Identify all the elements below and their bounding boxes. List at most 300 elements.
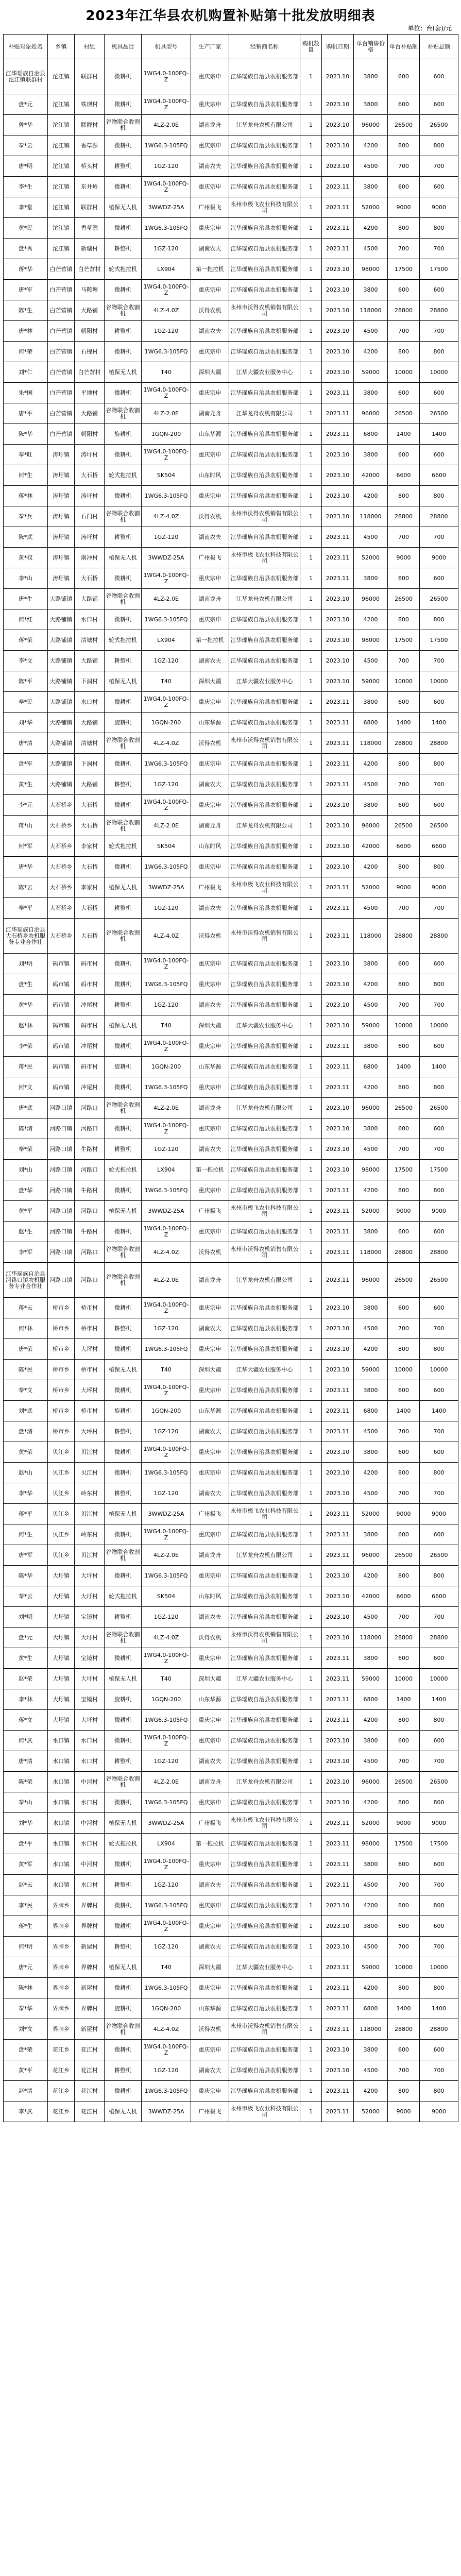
table-cell: 700: [420, 898, 458, 919]
table-cell: 3800: [354, 1731, 388, 1751]
table-cell: 2023.10: [322, 589, 354, 609]
table-cell: 永州市极飞农业科技有限公司: [229, 548, 300, 568]
table-cell: 1WG4.0-100FQ-Z: [142, 177, 191, 197]
table-cell: 1: [300, 1463, 322, 1483]
table-cell: 何*明: [4, 1937, 48, 1957]
table-cell: 1: [300, 671, 322, 692]
table-cell: 联群村: [75, 115, 105, 135]
table-cell: 600: [420, 177, 458, 197]
table-cell: 江华瑶族自治县农机服务部: [229, 321, 300, 342]
table-cell: 重庆宗申: [191, 1710, 229, 1731]
table-cell: 9000: [388, 1504, 420, 1524]
table-cell: 唐*武: [4, 1098, 48, 1118]
table-cell: 重庆宗申: [191, 1566, 229, 1586]
table-cell: 重庆宗申: [191, 1077, 229, 1098]
table-cell: 江华瑶族自治县农机服务部: [229, 1916, 300, 1937]
table-cell: 大圩镇: [48, 1710, 75, 1731]
table-cell: 江华瑶族自治县农机服务部: [229, 974, 300, 995]
table-cell: 1: [300, 795, 322, 816]
table-cell: 江华瑶族自治县农机服务部: [229, 774, 300, 795]
table-cell: 4500: [354, 527, 388, 548]
table-cell: 河路口: [75, 1118, 105, 1139]
table-row: [4, 1998, 458, 2019]
table-cell: 重庆宗申: [191, 2081, 229, 2102]
table-cell: 轮式拖拉机: [105, 836, 142, 857]
table-cell: 重庆宗申: [191, 857, 229, 877]
table-cell: 4200: [354, 135, 388, 156]
table-cell: 江华瑶族自治县农机服务部: [229, 795, 300, 816]
table-cell: 4200: [354, 218, 388, 239]
table-cell: 微耕机: [105, 280, 142, 300]
table-cell: 118000: [354, 2019, 388, 2040]
table-cell: 大路铺镇: [48, 609, 75, 630]
table-cell: 4LZ-2.0E: [142, 115, 191, 135]
table-cell: 2023.10: [322, 1731, 354, 1751]
table-cell: 9000: [388, 1813, 420, 1834]
table-cell: 4500: [354, 321, 388, 342]
table-cell: 江华瑶族自治县农机服务部: [229, 630, 300, 651]
table-cell: 800: [388, 1792, 420, 1813]
table-cell: 微耕机: [105, 568, 142, 589]
table-cell: 17500: [388, 1834, 420, 1854]
table-cell: 江华瑶族自治县农机服务部: [229, 1057, 300, 1077]
table-cell: 永州市沃得农机销售有限公司: [229, 733, 300, 754]
table-cell: 涛圩镇: [48, 548, 75, 568]
table-cell: 大圩村: [75, 1710, 105, 1731]
table-cell: 1WG6.3-105FQ: [142, 342, 191, 362]
table-cell: 微耕机: [105, 1298, 142, 1318]
table-cell: 4500: [354, 1751, 388, 1772]
table-row: [4, 506, 458, 527]
table-cell: 耕整机: [105, 1318, 142, 1339]
table-cell: 17500: [420, 1834, 458, 1854]
table-cell: 陈*华: [4, 1566, 48, 1586]
table-cell: 江华瑶族自治县农机服务部: [229, 1895, 300, 1916]
table-cell: 植保无人机: [105, 1957, 142, 1978]
table-cell: 江华瑶族自治县农机服务部: [229, 1298, 300, 1318]
table-cell: 沃得农机: [191, 2019, 229, 2040]
table-cell: 蒋*文: [4, 1710, 48, 1731]
table-cell: 江华瑶族自治县农机服务部: [229, 177, 300, 197]
table-cell: 界牌村: [75, 1998, 105, 2019]
table-row: [4, 403, 458, 424]
table-cell: 何*林: [4, 1318, 48, 1339]
table-cell: 1: [300, 1180, 322, 1201]
table-cell: 96000: [354, 589, 388, 609]
table-cell: 600: [388, 2040, 420, 2060]
table-cell: 1GZ-120: [142, 995, 191, 1015]
table-cell: 2023.11: [322, 239, 354, 259]
table-row: [4, 974, 458, 995]
table-cell: 贝江乡: [48, 1524, 75, 1545]
table-cell: 118000: [354, 300, 388, 321]
table-cell: 黄*权: [4, 548, 48, 568]
table-cell: 赵*云: [4, 1875, 48, 1895]
table-cell: 1: [300, 548, 322, 568]
table-cell: 陈*清: [4, 1118, 48, 1139]
table-cell: 黄*平: [4, 2060, 48, 2081]
table-cell: 江华龙舟农机有限公司: [229, 589, 300, 609]
table-cell: 800: [420, 1339, 458, 1360]
table-cell: 耕整机: [105, 1751, 142, 1772]
table-cell: 白芒营镇: [48, 342, 75, 362]
table-cell: SK504: [142, 1586, 191, 1607]
table-cell: 湖南农夫: [191, 1318, 229, 1339]
table-cell: 42000: [354, 1586, 388, 1607]
table-cell: 黄*民: [4, 218, 48, 239]
table-cell: 96000: [354, 115, 388, 135]
table-cell: 花江乡: [48, 2102, 75, 2122]
table-cell: 奉*旺: [4, 445, 48, 465]
table-cell: 1: [300, 1421, 322, 1442]
table-row: [4, 445, 458, 465]
table-cell: 湖南农夫: [191, 1875, 229, 1895]
table-cell: 1WG4.0-100FQ-Z: [142, 383, 191, 403]
table-cell: 1WG4.0-100FQ-Z: [142, 94, 191, 115]
table-row: [4, 59, 458, 94]
table-cell: 4LZ-2.0E: [142, 816, 191, 836]
table-cell: 大圩村: [75, 1669, 105, 1689]
table-cell: 水口镇: [48, 1834, 75, 1854]
table-cell: 600: [388, 383, 420, 403]
table-cell: 贝江乡: [48, 1463, 75, 1483]
table-cell: 大路铺镇: [48, 774, 75, 795]
table-cell: 河路口镇: [48, 1098, 75, 1118]
table-cell: 码市村: [75, 1057, 105, 1077]
table-cell: 1WG4.0-100FQ-Z: [142, 1036, 191, 1057]
table-cell: 1: [300, 1813, 322, 1834]
table-row: [4, 1937, 458, 1957]
table-cell: 1WG6.3-105FQ: [142, 486, 191, 506]
table-cell: 重庆宗申: [191, 280, 229, 300]
table-cell: 1WG6.3-105FQ: [142, 857, 191, 877]
table-cell: 蒋*华: [4, 259, 48, 280]
table-cell: 江华瑶族自治县农机服务部: [229, 651, 300, 671]
table-cell: 1WG4.0-100FQ-Z: [142, 1731, 191, 1751]
table-cell: 谷物联合收割机: [105, 1772, 142, 1792]
table-cell: 2023.10: [322, 836, 354, 857]
table-cell: 黄*军: [4, 1854, 48, 1875]
table-cell: 大坪村: [75, 1339, 105, 1360]
table-cell: 河路口镇: [48, 1160, 75, 1180]
table-cell: 2023.11: [322, 1998, 354, 2019]
table-row: [4, 280, 458, 300]
table-cell: 大圩镇: [48, 1566, 75, 1586]
table-cell: 3800: [354, 795, 388, 816]
table-cell: 2023.10: [322, 321, 354, 342]
table-cell: 江华瑶族自治县农机服务部: [229, 1421, 300, 1442]
table-cell: 谷物联合收割机: [105, 733, 142, 754]
table-row: [4, 754, 458, 774]
table-cell: 谷物联合收割机: [105, 1628, 142, 1648]
table-cell: 界牌乡: [48, 1895, 75, 1916]
table-cell: 唐*平: [4, 403, 48, 424]
table-cell: 2023.11: [322, 1854, 354, 1875]
table-cell: 2023.11: [322, 2081, 354, 2102]
table-cell: 旋耕机: [105, 1689, 142, 1710]
table-cell: 山东时风: [191, 465, 229, 486]
table-cell: 花江乡: [48, 2040, 75, 2060]
table-cell: 赵*荣: [4, 1669, 48, 1689]
table-cell: 52000: [354, 197, 388, 218]
table-cell: 微耕机: [105, 1442, 142, 1463]
table-cell: 2023.11: [322, 568, 354, 589]
table-cell: 59000: [354, 1669, 388, 1689]
table-cell: 118000: [354, 1628, 388, 1648]
table-cell: 贝江乡: [48, 1545, 75, 1566]
table-row: [4, 486, 458, 506]
table-cell: 牛路村: [75, 1180, 105, 1201]
table-cell: 贝江村: [75, 1545, 105, 1566]
page-title: 2023年江华县农机购置补贴第十批发放明细表: [86, 8, 375, 24]
table-cell: 重庆宗申: [191, 135, 229, 156]
table-cell: 谷物联合收割机: [105, 1545, 142, 1566]
table-cell: 700: [420, 156, 458, 177]
table-cell: 微耕机: [105, 1895, 142, 1916]
table-row: [4, 1751, 458, 1772]
table-cell: 1: [300, 1957, 322, 1978]
table-cell: 永州市沃得农机销售有限公司: [229, 506, 300, 527]
table-row: [4, 259, 458, 280]
table-cell: 9000: [420, 548, 458, 568]
table-cell: 江华瑶族自治县农机服务部: [229, 1160, 300, 1180]
table-cell: 600: [420, 1222, 458, 1242]
table-cell: 大圩镇: [48, 1607, 75, 1628]
table-cell: 10000: [388, 1669, 420, 1689]
table-cell: 谷物联合收割机: [105, 816, 142, 836]
table-cell: 陈*生: [4, 300, 48, 321]
table-cell: 1: [300, 733, 322, 754]
table-cell: 800: [420, 1978, 458, 1998]
table-cell: 2023.11: [322, 2102, 354, 2122]
table-cell: 蒋*平: [4, 1504, 48, 1524]
table-cell: 1: [300, 300, 322, 321]
table-cell: 江华瑶族自治县农机服务部: [229, 836, 300, 857]
table-row: [4, 94, 458, 115]
table-cell: 江华瑶族自治县农机服务部: [229, 857, 300, 877]
table-cell: 大圩村: [75, 1566, 105, 1586]
table-cell: 800: [420, 218, 458, 239]
table-cell: 600: [420, 1731, 458, 1751]
table-cell: 2023.11: [322, 403, 354, 424]
table-cell: 盘*秀: [4, 239, 48, 259]
table-cell: 1WG6.3-105FQ: [142, 1895, 191, 1916]
table-cell: 1: [300, 1360, 322, 1380]
table-row: [4, 2019, 458, 2040]
table-cell: 28800: [420, 2019, 458, 2040]
table-cell: 朝阳村: [75, 321, 105, 342]
table-cell: 河路口镇: [48, 1222, 75, 1242]
table-cell: 大路铺镇: [48, 733, 75, 754]
table-cell: 重庆宗申: [191, 1118, 229, 1139]
table-cell: 6800: [354, 1689, 388, 1710]
table-cell: 4200: [354, 1895, 388, 1916]
table-cell: 谷物联合收割机: [105, 300, 142, 321]
table-cell: 2023.11: [322, 1669, 354, 1689]
table-cell: 26500: [420, 1772, 458, 1792]
table-cell: 江华瑶族自治县农机服务部: [229, 713, 300, 733]
table-cell: 江华瑶族自治县农机服务部: [229, 609, 300, 630]
table-cell: 马鞍塘: [75, 280, 105, 300]
table-cell: 谷物联合收割机: [105, 919, 142, 954]
table-cell: 26500: [388, 1098, 420, 1118]
table-cell: 9000: [388, 877, 420, 898]
table-cell: 湖南农夫: [191, 651, 229, 671]
table-row: [4, 2040, 458, 2060]
table-cell: 1400: [420, 1057, 458, 1077]
table-cell: 李*堂: [4, 197, 48, 218]
table-cell: 52000: [354, 1504, 388, 1524]
table-cell: 盘*军: [4, 754, 48, 774]
table-cell: 10000: [420, 1360, 458, 1380]
table-cell: 大路铺镇: [48, 754, 75, 774]
table-cell: 700: [420, 2060, 458, 2081]
table-cell: 深圳大疆: [191, 1669, 229, 1689]
table-cell: 1GQN-200: [142, 1401, 191, 1421]
table-cell: 2023.11: [322, 1689, 354, 1710]
table-cell: 江华瑶族自治县农机服务部: [229, 1524, 300, 1545]
table-cell: 1: [300, 1318, 322, 1339]
table-cell: 1GZ-120: [142, 1483, 191, 1504]
table-cell: 广州极飞: [191, 877, 229, 898]
table-cell: 涛圩镇: [48, 506, 75, 527]
table-cell: 李家村: [75, 877, 105, 898]
table-cell: 3800: [354, 1298, 388, 1318]
column-header: 机具型号: [142, 35, 191, 59]
table-row: [4, 1242, 458, 1263]
table-cell: 码市镇: [48, 954, 75, 974]
table-cell: 陈*武: [4, 527, 48, 548]
table-cell: 1GQN-200: [142, 713, 191, 733]
table-cell: 2023.10: [322, 59, 354, 94]
table-cell: 600: [420, 954, 458, 974]
table-cell: 1400: [388, 713, 420, 733]
table-cell: 耕整机: [105, 239, 142, 259]
table-cell: 1: [300, 1937, 322, 1957]
table-cell: 1: [300, 630, 322, 651]
table-cell: 600: [420, 1648, 458, 1669]
table-cell: 奉*云: [4, 1586, 48, 1607]
table-cell: 1: [300, 280, 322, 300]
table-cell: 赵*林: [4, 1015, 48, 1036]
table-row: [4, 671, 458, 692]
table-cell: 微耕机: [105, 2081, 142, 2102]
table-row: [4, 239, 458, 259]
table-cell: 大石桥乡: [48, 795, 75, 816]
table-cell: 10000: [388, 1015, 420, 1036]
table-cell: 重庆宗申: [191, 754, 229, 774]
table-cell: 江华龙舟农机有限公司: [229, 403, 300, 424]
table-cell: 2023.10: [322, 486, 354, 506]
table-cell: 2023.11: [322, 424, 354, 445]
table-cell: 1GQN-200: [142, 424, 191, 445]
subsidy-table: [3, 34, 458, 2122]
table-row: [4, 919, 458, 954]
table-cell: 28800: [388, 506, 420, 527]
table-cell: 1WG4.0-100FQ-Z: [142, 1298, 191, 1318]
table-cell: 植保无人机: [105, 1015, 142, 1036]
table-cell: 2023.11: [322, 774, 354, 795]
table-cell: 山东华源: [191, 713, 229, 733]
table-cell: 1WG4.0-100FQ-Z: [142, 445, 191, 465]
table-cell: 2023.10: [322, 259, 354, 280]
table-cell: 1WG4.0-100FQ-Z: [142, 692, 191, 713]
table-cell: 1: [300, 1586, 322, 1607]
table-row: [4, 954, 458, 974]
table-cell: 何*红: [4, 609, 48, 630]
table-row: [4, 1566, 458, 1586]
table-cell: 蒋*荣: [4, 630, 48, 651]
table-cell: 李*山: [4, 568, 48, 589]
table-cell: 59000: [354, 1957, 388, 1978]
table-cell: 2023.10: [322, 630, 354, 651]
table-cell: 700: [388, 774, 420, 795]
table-cell: 重庆宗申: [191, 974, 229, 995]
table-cell: 永州市极飞农业科技有限公司: [229, 2102, 300, 2122]
table-cell: 江华大疆农业服务中心: [229, 1669, 300, 1689]
table-row: [4, 2081, 458, 2102]
table-cell: 118000: [354, 733, 388, 754]
table-cell: 江华瑶族自治县河路口镇农机服务专业合作社: [4, 1263, 48, 1298]
table-row: [4, 1731, 458, 1751]
table-cell: 600: [388, 59, 420, 94]
table-cell: 植保无人机: [105, 877, 142, 898]
table-cell: 600: [420, 1036, 458, 1057]
table-cell: 微耕机: [105, 1978, 142, 1998]
table-cell: 2023.11: [322, 1524, 354, 1545]
table-cell: 湖南农夫: [191, 156, 229, 177]
table-cell: 2023.10: [322, 857, 354, 877]
table-cell: 600: [420, 1442, 458, 1463]
table-cell: 700: [420, 1751, 458, 1772]
table-row: [4, 1180, 458, 1201]
table-cell: 1WG6.3-105FQ: [142, 1978, 191, 1998]
table-row: [4, 713, 458, 733]
table-cell: 9000: [388, 1201, 420, 1222]
table-cell: 6600: [420, 1586, 458, 1607]
table-cell: 600: [388, 795, 420, 816]
table-cell: 4LZ-2.0E: [142, 1545, 191, 1566]
table-cell: 1: [300, 2040, 322, 2060]
table-cell: 600: [420, 1380, 458, 1401]
table-cell: 江华瑶族自治县农机服务部: [229, 1710, 300, 1731]
table-cell: 1: [300, 1263, 322, 1298]
table-cell: 4500: [354, 898, 388, 919]
table-row: [4, 1442, 458, 1463]
table-cell: 盘*元: [4, 94, 48, 115]
table-row: [4, 135, 458, 156]
table-cell: 界牌乡: [48, 2019, 75, 2040]
table-cell: 700: [388, 1483, 420, 1504]
table-cell: 3WWDZ-25A: [142, 877, 191, 898]
table-cell: 600: [420, 1524, 458, 1545]
table-cell: 山东华源: [191, 1401, 229, 1421]
table-cell: 湖南龙舟: [191, 403, 229, 424]
table-cell: 2023.10: [322, 94, 354, 115]
table-cell: 1: [300, 218, 322, 239]
table-cell: 清塘村: [75, 733, 105, 754]
table-cell: 大石桥: [75, 795, 105, 816]
table-cell: 大圩镇: [48, 1689, 75, 1710]
table-cell: 沱江镇: [48, 135, 75, 156]
table-cell: 700: [388, 1139, 420, 1160]
table-cell: 大路铺镇: [48, 589, 75, 609]
table-cell: 码市村: [75, 974, 105, 995]
table-cell: 石枧村: [75, 342, 105, 362]
table-cell: 1: [300, 1566, 322, 1586]
table-cell: 700: [388, 156, 420, 177]
table-cell: 4200: [354, 1710, 388, 1731]
